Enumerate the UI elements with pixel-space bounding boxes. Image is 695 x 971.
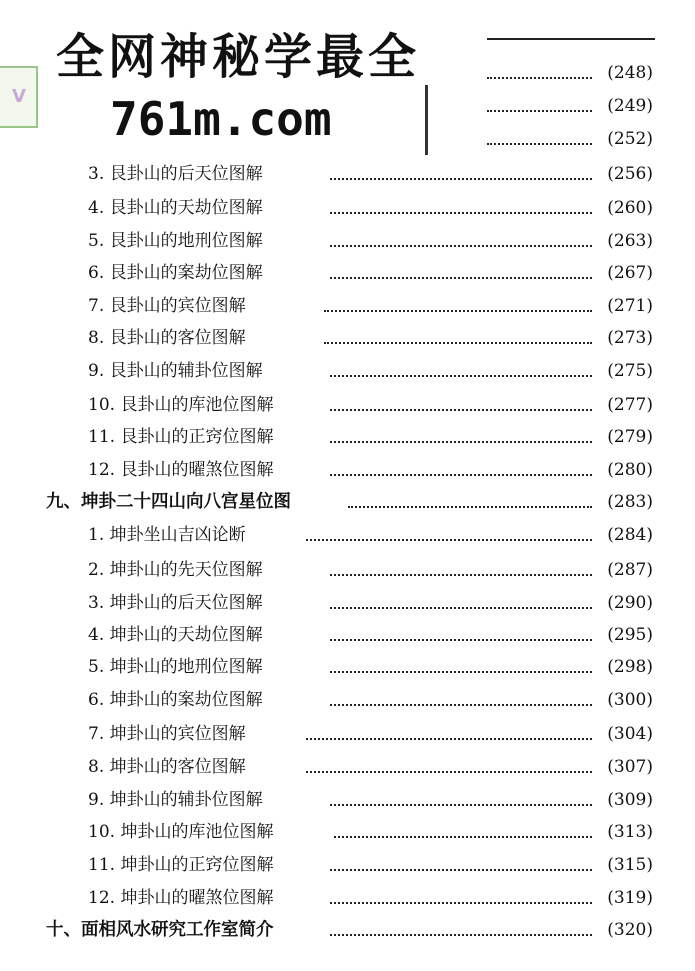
toc-page-number: (283): [607, 492, 653, 512]
toc-entry-title: 5. 坤卦山的地刑位图解: [88, 657, 263, 677]
dot-leader: [330, 869, 592, 871]
toc-page-number: (313): [607, 822, 653, 842]
toc-page-number: (319): [607, 888, 653, 908]
toc-entry-title: 9. 艮卦山的辅卦位图解: [88, 361, 263, 381]
dot-leader: [330, 245, 592, 247]
toc-entry-row: [0, 850, 695, 880]
toc-page-number: (267): [607, 263, 653, 283]
dot-leader: [330, 375, 592, 377]
dot-leader: [330, 574, 592, 576]
toc-page-number: (315): [607, 855, 653, 875]
toc-entry-row: [0, 193, 695, 223]
dot-leader: [330, 607, 592, 609]
dot-leader: [330, 474, 592, 476]
toc-page-number: (295): [607, 625, 653, 645]
dot-leader: [324, 310, 592, 312]
dot-leader: [330, 178, 592, 180]
toc-entry-title: 6. 坤卦山的案劫位图解: [88, 690, 263, 710]
toc-entry-row: [0, 685, 695, 715]
toc-page-number: (298): [607, 657, 653, 677]
toc-entry-row: [0, 883, 695, 913]
dot-leader: [348, 506, 592, 508]
dot-leader: [487, 143, 592, 145]
toc-entry-title: 4. 艮卦山的天劫位图解: [88, 198, 263, 218]
toc-entry-row: [0, 652, 695, 682]
toc-entry-title: 11. 艮卦山的正窍位图解: [88, 427, 274, 447]
toc-page-number: (320): [607, 920, 653, 940]
toc-entry-title: 10. 坤卦山的库池位图解: [88, 822, 274, 842]
dot-leader: [330, 704, 592, 706]
dot-leader: [330, 804, 592, 806]
dot-leader: [330, 902, 592, 904]
dot-leader: [330, 409, 592, 411]
toc-page-number: (307): [607, 757, 653, 777]
toc-entry-title: 12. 艮卦山的曜煞位图解: [88, 460, 274, 480]
toc-entry-row: [0, 588, 695, 618]
toc-page-number: (309): [607, 790, 653, 810]
dot-leader: [330, 934, 592, 936]
toc-section-title: 十、面相风水研究工作室简介: [46, 920, 274, 940]
dot-leader: [330, 671, 592, 673]
toc-page-number: (256): [607, 164, 653, 184]
toc-page-number: (290): [607, 593, 653, 613]
toc-entry-row: [0, 390, 695, 420]
toc-entry-row: [0, 719, 695, 749]
toc-entry-row: [0, 226, 695, 256]
toc-entry-title: 9. 坤卦山的辅卦位图解: [88, 790, 263, 810]
toc-page-number: (263): [607, 231, 653, 251]
dot-leader: [330, 212, 592, 214]
toc-entry-title: 6. 艮卦山的案劫位图解: [88, 263, 263, 283]
top-rule: [487, 38, 655, 40]
toc-page-number: (287): [607, 560, 653, 580]
toc-page-number: (279): [607, 427, 653, 447]
toc-entry-row: [0, 356, 695, 386]
toc-entry-title: 3. 坤卦山的后天位图解: [88, 593, 263, 613]
toc-entry-title: 3. 艮卦山的后天位图解: [88, 164, 263, 184]
toc-entry-title: 1. 坤卦坐山吉凶论断: [88, 525, 246, 545]
toc-page-number: (271): [607, 296, 653, 316]
toc-page-number: (249): [607, 96, 653, 116]
toc-entry-row: [0, 555, 695, 585]
toc-page-number: (248): [607, 63, 653, 83]
dot-leader: [330, 277, 592, 279]
toc-page-number: (275): [607, 361, 653, 381]
dot-leader: [487, 77, 592, 79]
watermark-bar: [425, 85, 428, 155]
toc-entry-row: [0, 455, 695, 485]
toc-entry-row: [0, 291, 695, 321]
toc-entry-row: [0, 520, 695, 550]
toc-entry-title: 12. 坤卦山的曜煞位图解: [88, 888, 274, 908]
toc-page-number: (284): [607, 525, 653, 545]
toc-entry-row: [0, 258, 695, 288]
toc-entry-row: [0, 817, 695, 847]
toc-entry-row: [0, 752, 695, 782]
side-tab-letter: V: [12, 86, 26, 107]
dot-leader: [306, 771, 592, 773]
toc-section-row: [0, 487, 695, 517]
dot-leader: [487, 110, 592, 112]
toc-page-number: (280): [607, 460, 653, 480]
dot-leader: [330, 639, 592, 641]
toc-page-number: (277): [607, 395, 653, 415]
toc-entry-title: 8. 坤卦山的客位图解: [88, 757, 246, 777]
toc-section-row: [0, 915, 695, 945]
toc-entry-title: 5. 艮卦山的地刑位图解: [88, 231, 263, 251]
toc-entry-title: 7. 坤卦山的宾位图解: [88, 724, 246, 744]
dot-leader: [324, 342, 592, 344]
dot-leader: [306, 539, 592, 541]
toc-entry-title: 4. 坤卦山的天劫位图解: [88, 625, 263, 645]
toc-page-number: (252): [607, 129, 653, 149]
watermark-title: 全网神秘学最全: [56, 29, 421, 85]
dot-leader: [334, 836, 592, 838]
toc-entry-row: [0, 422, 695, 452]
toc-entry-row: [0, 620, 695, 650]
toc-entry-title: 7. 艮卦山的宾位图解: [88, 296, 246, 316]
toc-entry-title: 8. 艮卦山的客位图解: [88, 328, 246, 348]
toc-page-number: (300): [607, 690, 653, 710]
dot-leader: [306, 738, 592, 740]
toc-page-number: (273): [607, 328, 653, 348]
toc-entry-row: [0, 323, 695, 353]
toc-entry-title: 2. 坤卦山的先天位图解: [88, 560, 263, 580]
toc-page-number: (260): [607, 198, 653, 218]
toc-section-title: 九、坤卦二十四山向八宫星位图: [46, 492, 291, 512]
toc-page-number: (304): [607, 724, 653, 744]
toc-entry-row: [0, 159, 695, 189]
toc-entry-title: 10. 艮卦山的库池位图解: [88, 395, 274, 415]
watermark-site: 761m.com: [110, 92, 332, 146]
toc-entry-row: [0, 785, 695, 815]
dot-leader: [330, 441, 592, 443]
toc-entry-title: 11. 坤卦山的正窍位图解: [88, 855, 274, 875]
